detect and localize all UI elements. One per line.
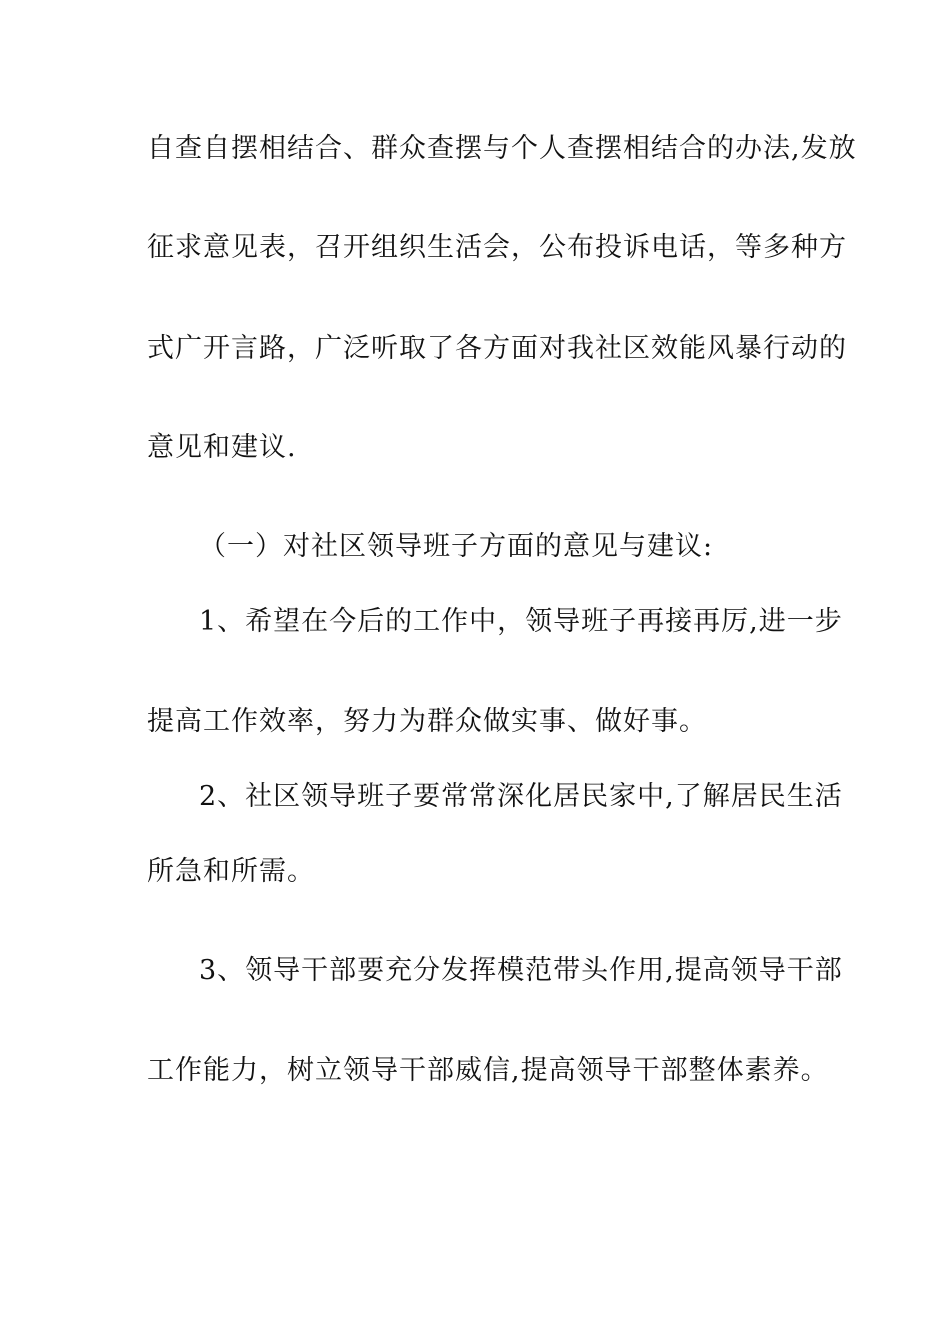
body-line-1: 自查自摆相结合、群众查摆与个人查摆相结合的办法,发放 [147, 133, 857, 164]
item-1-line-1: 1、希望在今后的工作中，领导班子再接再厉,进一步 [199, 606, 843, 637]
item-3-line-1: 3、领导干部要充分发挥模范带头作用,提高领导干部 [199, 955, 843, 986]
body-line-4: 意见和建议. [147, 432, 297, 463]
body-line-3: 式广开言路，广泛听取了各方面对我社区效能风暴行动的 [147, 333, 847, 364]
section-heading: （一）对社区领导班子方面的意见与建议: [199, 531, 714, 562]
item-1-line-2: 提高工作效率，努力为群众做实事、做好事。 [147, 706, 707, 737]
item-3-line-2: 工作能力，树立领导干部威信,提高领导干部整体素养。 [147, 1055, 829, 1086]
item-2-line-1: 2、社区领导班子要常常深化居民家中,了解居民生活 [199, 781, 843, 812]
item-2-line-2: 所急和所需。 [147, 856, 315, 887]
body-line-2: 征求意见表，召开组织生活会，公布投诉电话，等多种方 [147, 232, 847, 263]
